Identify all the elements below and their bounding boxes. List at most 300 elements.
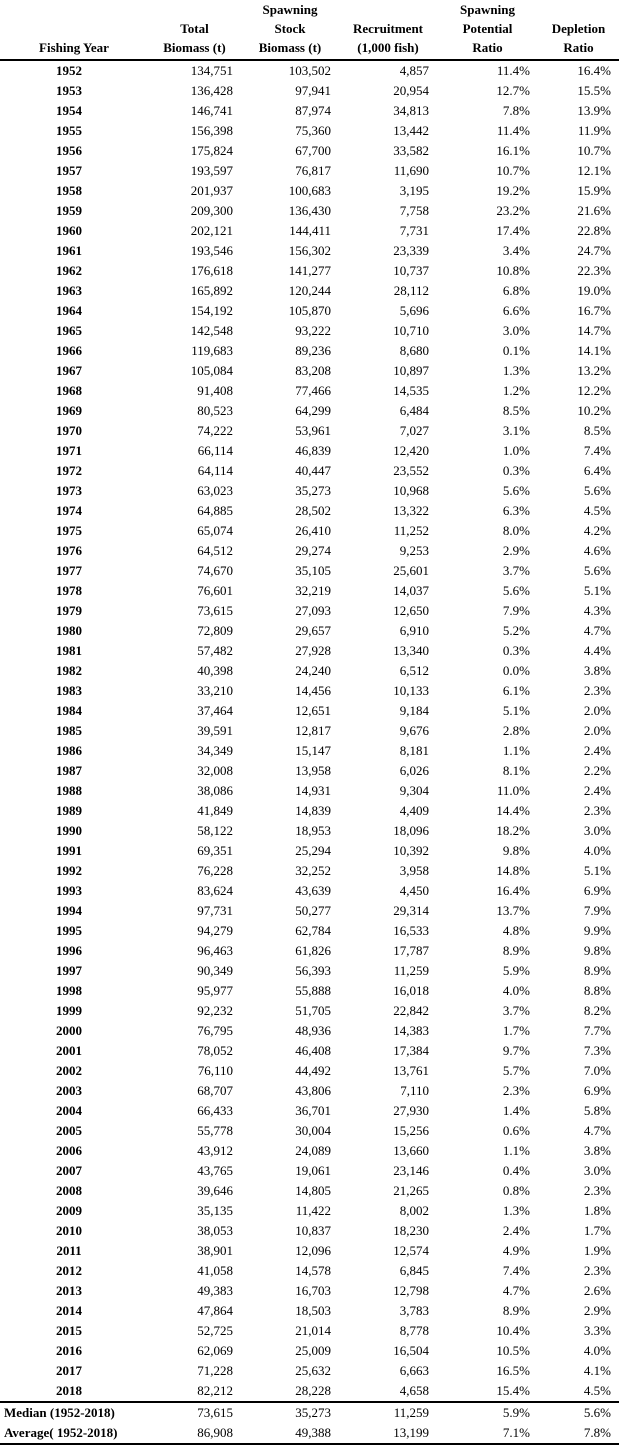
cell-spawning-potential-ratio: 15.4% (496, 1383, 530, 1398)
cell-spawning-stock-biomass: 76,817 (295, 163, 331, 178)
cell-total-biomass: 58,122 (197, 823, 233, 838)
cell-spawning-stock-biomass: 136,430 (288, 203, 331, 218)
cell-spawning-stock-biomass: 13,958 (295, 763, 331, 778)
cell-total-biomass: 41,849 (197, 803, 233, 818)
table-row (0, 221, 619, 241)
cell-spawning-stock-biomass: 46,408 (295, 1043, 331, 1058)
cell-recruitment: 4,450 (399, 883, 429, 898)
cell-spawning-potential-ratio: 0.6% (502, 1123, 530, 1138)
cell-total-biomass: 202,121 (190, 223, 233, 238)
cell-recruitment: 20,954 (393, 83, 429, 98)
table-row (0, 1061, 619, 1081)
cell-recruitment: 17,384 (393, 1043, 429, 1058)
cell-depletion-ratio: 2.4% (583, 783, 611, 798)
cell-spawning-potential-ratio: 8.1% (502, 763, 530, 778)
cell-spawning-stock-biomass: 27,928 (295, 643, 331, 658)
cell-depletion-ratio: 4.5% (583, 1383, 611, 1398)
cell-recruitment: 23,552 (393, 463, 429, 478)
table-row (0, 501, 619, 521)
cell-spawning-stock-biomass: 141,277 (288, 263, 331, 278)
cell-fishing-year: 2018 (56, 1383, 82, 1398)
cell-depletion-ratio: 5.1% (583, 863, 611, 878)
cell-spawning-stock-biomass: 43,806 (295, 1083, 331, 1098)
cell-total-biomass: 40,398 (197, 663, 233, 678)
cell-fishing-year: 1988 (56, 783, 82, 798)
cell-total-biomass: 68,707 (197, 1083, 233, 1098)
cell-spawning-potential-ratio: 0.4% (502, 1163, 530, 1178)
table-row (0, 341, 619, 361)
cell-total-biomass: 78,052 (197, 1043, 233, 1058)
cell-fishing-year: 1976 (56, 543, 82, 558)
table-row (0, 981, 619, 1001)
cell-fishing-year: 2010 (56, 1223, 82, 1238)
cell-recruitment: 13,322 (393, 503, 429, 518)
cell-recruitment: 8,181 (399, 743, 429, 758)
header-spawning-potential-ratio: Spawning Potential Ratio (437, 0, 538, 60)
cell-spawning-potential-ratio: 10.5% (496, 1343, 530, 1358)
cell-fishing-year: 1998 (56, 983, 82, 998)
cell-spawning-stock-biomass: 67,700 (295, 143, 331, 158)
table-row (0, 421, 619, 441)
cell-spawning-potential-ratio: 3.1% (502, 423, 530, 438)
cell-fishing-year: 1982 (56, 663, 82, 678)
table-row (0, 1361, 619, 1381)
cell-total-biomass: 95,977 (197, 983, 233, 998)
cell-fishing-year: 2013 (56, 1283, 82, 1298)
cell-depletion-ratio: 4.2% (583, 523, 611, 538)
cell-depletion-ratio: 3.8% (583, 1143, 611, 1158)
cell-recruitment: 3,958 (399, 863, 429, 878)
cell-total-biomass: 69,351 (197, 843, 233, 858)
cell-depletion-ratio: 4.6% (583, 543, 611, 558)
cell-fishing-year: 2015 (56, 1323, 82, 1338)
cell-spawning-stock-biomass: 32,219 (295, 583, 331, 598)
cell-recruitment: 12,650 (393, 603, 429, 618)
cell-depletion-ratio: 6.9% (583, 1083, 611, 1098)
cell-fishing-year: 1971 (56, 443, 82, 458)
cell-depletion-ratio: 2.6% (583, 1283, 611, 1298)
table-row (0, 801, 619, 821)
cell-depletion-ratio: 11.9% (577, 123, 611, 138)
table-row (0, 861, 619, 881)
cell-recruitment: 10,968 (393, 483, 429, 498)
cell-recruitment: 11,252 (393, 523, 429, 538)
cell-depletion-ratio: 14.1% (577, 343, 611, 358)
cell-fishing-year: 1962 (56, 263, 82, 278)
cell-spawning-stock-biomass: 12,096 (295, 1243, 331, 1258)
cell-spawning-stock-biomass: 40,447 (295, 463, 331, 478)
cell-spawning-stock-biomass: 75,360 (295, 123, 331, 138)
cell-fishing-year: 2006 (56, 1143, 82, 1158)
header-total-biomass: Total Biomass (t) (148, 0, 241, 60)
cell-total-biomass: 43,765 (197, 1163, 233, 1178)
cell-total-biomass: 72,809 (197, 623, 233, 638)
table-row (0, 761, 619, 781)
cell-depletion-ratio: 4.7% (583, 623, 611, 638)
cell-depletion-ratio: 5.8% (583, 1103, 611, 1118)
cell-spawning-stock-biomass: 62,784 (295, 923, 331, 938)
cell-depletion-ratio: 4.7% (583, 1123, 611, 1138)
cell-fishing-year: 1956 (56, 143, 82, 158)
cell-spawning-potential-ratio: 1.3% (502, 1203, 530, 1218)
cell-recruitment: 7,731 (399, 223, 429, 238)
cell-fishing-year: Average( 1952-2018) (0, 1423, 148, 1444)
cell-total-biomass: 39,646 (197, 1183, 233, 1198)
cell-spawning-potential-ratio: 1.4% (502, 1103, 530, 1118)
cell-recruitment: 21,265 (393, 1183, 429, 1198)
cell-total-biomass: 165,892 (190, 283, 233, 298)
cell-depletion-ratio: 1.7% (583, 1223, 611, 1238)
cell-depletion-ratio: 12.2% (577, 383, 611, 398)
cell-recruitment: 13,660 (393, 1143, 429, 1158)
table-row (0, 441, 619, 461)
cell-spawning-stock-biomass: 144,411 (289, 223, 331, 238)
cell-total-biomass: 64,114 (197, 463, 233, 478)
cell-depletion-ratio: 1.8% (583, 1203, 611, 1218)
cell-spawning-stock-biomass: 14,456 (295, 683, 331, 698)
table-row (0, 461, 619, 481)
cell-spawning-stock-biomass: 83,208 (295, 363, 331, 378)
cell-recruitment: 10,710 (393, 323, 429, 338)
cell-spawning-potential-ratio: 1.2% (502, 383, 530, 398)
cell-spawning-stock-biomass: 25,294 (295, 843, 331, 858)
cell-recruitment: 22,842 (393, 1003, 429, 1018)
cell-fishing-year: 1978 (56, 583, 82, 598)
cell-fishing-year: 1993 (56, 883, 82, 898)
cell-total-biomass: 71,228 (197, 1363, 233, 1378)
cell-spawning-potential-ratio: 7.1% (437, 1423, 538, 1444)
table-row (0, 161, 619, 181)
cell-spawning-potential-ratio: 8.9% (502, 943, 530, 958)
cell-recruitment: 12,798 (393, 1283, 429, 1298)
table-row (0, 1381, 619, 1402)
cell-spawning-potential-ratio: 10.7% (496, 163, 530, 178)
cell-recruitment: 13,199 (339, 1423, 437, 1444)
cell-total-biomass: 76,795 (197, 1023, 233, 1038)
cell-total-biomass: 154,192 (190, 303, 233, 318)
cell-spawning-potential-ratio: 13.7% (496, 903, 530, 918)
cell-total-biomass: 65,074 (197, 523, 233, 538)
cell-spawning-stock-biomass: 55,888 (295, 983, 331, 998)
table-row (0, 321, 619, 341)
cell-fishing-year: 1958 (56, 183, 82, 198)
cell-depletion-ratio: 7.3% (583, 1043, 611, 1058)
cell-depletion-ratio: 6.9% (583, 883, 611, 898)
cell-spawning-potential-ratio: 23.2% (496, 203, 530, 218)
table-row (0, 1321, 619, 1341)
cell-spawning-stock-biomass: 35,273 (241, 1402, 339, 1423)
cell-total-biomass: 66,433 (197, 1103, 233, 1118)
cell-depletion-ratio: 3.0% (583, 1163, 611, 1178)
table-row (0, 1241, 619, 1261)
cell-spawning-stock-biomass: 21,014 (295, 1323, 331, 1338)
cell-recruitment: 6,910 (399, 623, 429, 638)
table-row (0, 1121, 619, 1141)
cell-fishing-year: 1957 (56, 163, 82, 178)
cell-fishing-year: 2004 (56, 1103, 82, 1118)
cell-spawning-potential-ratio: 12.7% (496, 83, 530, 98)
cell-fishing-year: 1994 (56, 903, 82, 918)
cell-fishing-year: 1966 (56, 343, 82, 358)
cell-spawning-potential-ratio: 4.7% (502, 1283, 530, 1298)
cell-depletion-ratio: 10.2% (577, 403, 611, 418)
cell-recruitment: 14,383 (393, 1023, 429, 1038)
cell-depletion-ratio: 19.0% (577, 283, 611, 298)
table-row (0, 1221, 619, 1241)
cell-total-biomass: 38,053 (197, 1223, 233, 1238)
cell-spawning-stock-biomass: 44,492 (295, 1063, 331, 1078)
cell-total-biomass: 73,615 (148, 1402, 241, 1423)
cell-spawning-stock-biomass: 93,222 (295, 323, 331, 338)
cell-spawning-potential-ratio: 4.9% (502, 1243, 530, 1258)
cell-fishing-year: 2009 (56, 1203, 82, 1218)
table-row (0, 721, 619, 741)
cell-recruitment: 11,690 (393, 163, 429, 178)
cell-depletion-ratio: 9.8% (583, 943, 611, 958)
cell-spawning-potential-ratio: 19.2% (496, 183, 530, 198)
cell-depletion-ratio: 1.9% (583, 1243, 611, 1258)
cell-recruitment: 7,110 (400, 1083, 429, 1098)
table-row (0, 1041, 619, 1061)
cell-fishing-year: 1968 (56, 383, 82, 398)
table-row (0, 561, 619, 581)
cell-recruitment: 14,535 (393, 383, 429, 398)
cell-total-biomass: 176,618 (190, 263, 233, 278)
table-row (0, 821, 619, 841)
cell-depletion-ratio: 5.6% (583, 483, 611, 498)
table-row (0, 741, 619, 761)
cell-depletion-ratio: 22.3% (577, 263, 611, 278)
cell-fishing-year: 1952 (56, 63, 82, 78)
cell-depletion-ratio: 3.3% (583, 1323, 611, 1338)
cell-spawning-stock-biomass: 53,961 (295, 423, 331, 438)
cell-recruitment: 28,112 (393, 283, 429, 298)
cell-depletion-ratio: 5.6% (538, 1402, 619, 1423)
cell-spawning-potential-ratio: 5.6% (502, 483, 530, 498)
cell-fishing-year: 1984 (56, 703, 82, 718)
cell-total-biomass: 34,349 (197, 743, 233, 758)
cell-recruitment: 11,259 (339, 1402, 437, 1423)
cell-spawning-stock-biomass: 56,393 (295, 963, 331, 978)
cell-fishing-year: 1954 (56, 103, 82, 118)
cell-recruitment: 9,676 (399, 723, 429, 738)
cell-spawning-stock-biomass: 49,388 (241, 1423, 339, 1444)
table-row (0, 541, 619, 561)
cell-depletion-ratio: 21.6% (577, 203, 611, 218)
cell-recruitment: 12,420 (393, 443, 429, 458)
cell-depletion-ratio: 4.0% (583, 1343, 611, 1358)
cell-fishing-year: 1991 (56, 843, 82, 858)
cell-spawning-potential-ratio: 5.6% (502, 583, 530, 598)
cell-depletion-ratio: 3.8% (583, 663, 611, 678)
cell-recruitment: 15,256 (393, 1123, 429, 1138)
cell-spawning-potential-ratio: 10.8% (496, 263, 530, 278)
cell-recruitment: 9,184 (399, 703, 429, 718)
cell-total-biomass: 73,615 (197, 603, 233, 618)
cell-spawning-stock-biomass: 46,839 (295, 443, 331, 458)
cell-spawning-stock-biomass: 14,805 (295, 1183, 331, 1198)
cell-fishing-year: 2005 (56, 1123, 82, 1138)
table-row (0, 1261, 619, 1281)
header-spawning-stock-biomass: Spawning Stock Biomass (t) (241, 0, 339, 60)
cell-total-biomass: 83,624 (197, 883, 233, 898)
cell-recruitment: 8,778 (399, 1323, 429, 1338)
cell-recruitment: 25,601 (393, 563, 429, 578)
cell-spawning-stock-biomass: 27,093 (295, 603, 331, 618)
cell-spawning-stock-biomass: 24,089 (295, 1143, 331, 1158)
table-row (0, 781, 619, 801)
cell-recruitment: 16,018 (393, 983, 429, 998)
cell-spawning-potential-ratio: 7.9% (502, 603, 530, 618)
cell-spawning-stock-biomass: 51,705 (295, 1003, 331, 1018)
cell-recruitment: 4,857 (399, 63, 429, 78)
table-row (0, 60, 619, 81)
table-row (0, 241, 619, 261)
table-row (0, 621, 619, 641)
cell-total-biomass: 74,670 (197, 563, 233, 578)
cell-recruitment: 6,512 (399, 663, 429, 678)
cell-spawning-potential-ratio: 3.7% (502, 563, 530, 578)
cell-depletion-ratio: 14.7% (577, 323, 611, 338)
table-row (0, 601, 619, 621)
cell-total-biomass: 91,408 (197, 383, 233, 398)
cell-spawning-potential-ratio: 3.0% (502, 323, 530, 338)
cell-spawning-potential-ratio: 3.7% (502, 1003, 530, 1018)
cell-depletion-ratio: 2.3% (583, 803, 611, 818)
cell-spawning-stock-biomass: 26,410 (295, 523, 331, 538)
table-row (0, 841, 619, 861)
cell-total-biomass: 175,824 (190, 143, 233, 158)
cell-fishing-year: 1997 (56, 963, 82, 978)
cell-spawning-stock-biomass: 61,826 (295, 943, 331, 958)
cell-spawning-stock-biomass: 32,252 (295, 863, 331, 878)
cell-total-biomass: 80,523 (197, 403, 233, 418)
cell-fishing-year: 1999 (56, 1003, 82, 1018)
cell-total-biomass: 90,349 (197, 963, 233, 978)
table-row (0, 1001, 619, 1021)
table-row (0, 401, 619, 421)
table-row (0, 661, 619, 681)
table-row (0, 641, 619, 661)
cell-recruitment: 6,845 (399, 1263, 429, 1278)
cell-fishing-year: 2007 (56, 1163, 82, 1178)
cell-spawning-potential-ratio: 11.4% (496, 123, 530, 138)
cell-fishing-year: 2001 (56, 1043, 82, 1058)
cell-total-biomass: 39,591 (197, 723, 233, 738)
cell-spawning-stock-biomass: 48,936 (295, 1023, 331, 1038)
cell-fishing-year: 1953 (56, 83, 82, 98)
cell-recruitment: 10,737 (393, 263, 429, 278)
cell-depletion-ratio: 8.2% (583, 1003, 611, 1018)
cell-depletion-ratio: 2.0% (583, 723, 611, 738)
cell-recruitment: 29,314 (393, 903, 429, 918)
cell-fishing-year: 1972 (56, 463, 82, 478)
cell-recruitment: 9,253 (399, 543, 429, 558)
cell-total-biomass: 33,210 (197, 683, 233, 698)
cell-fishing-year: 1969 (56, 403, 82, 418)
cell-recruitment: 10,392 (393, 843, 429, 858)
cell-fishing-year: 1965 (56, 323, 82, 338)
cell-total-biomass: 35,135 (197, 1203, 233, 1218)
header-fishing-year: Fishing Year (0, 0, 148, 60)
cell-total-biomass: 142,548 (190, 323, 233, 338)
cell-depletion-ratio: 13.2% (577, 363, 611, 378)
cell-fishing-year: 1974 (56, 503, 82, 518)
cell-spawning-stock-biomass: 19,061 (295, 1163, 331, 1178)
cell-fishing-year: 1985 (56, 723, 82, 738)
cell-spawning-potential-ratio: 0.0% (502, 663, 530, 678)
cell-fishing-year: 1992 (56, 863, 82, 878)
cell-spawning-potential-ratio: 18.2% (496, 823, 530, 838)
cell-recruitment: 8,680 (399, 343, 429, 358)
cell-spawning-stock-biomass: 120,244 (288, 283, 331, 298)
cell-spawning-potential-ratio: 8.9% (502, 1303, 530, 1318)
cell-spawning-potential-ratio: 2.8% (502, 723, 530, 738)
cell-spawning-stock-biomass: 18,953 (295, 823, 331, 838)
cell-total-biomass: 193,597 (190, 163, 233, 178)
cell-total-biomass: 62,069 (197, 1343, 233, 1358)
cell-fishing-year: 1967 (56, 363, 82, 378)
cell-total-biomass: 64,885 (197, 503, 233, 518)
cell-fishing-year: Median (1952-2018) (0, 1402, 148, 1423)
cell-total-biomass: 156,398 (190, 123, 233, 138)
cell-spawning-stock-biomass: 97,941 (295, 83, 331, 98)
table-row (0, 481, 619, 501)
cell-total-biomass: 32,008 (197, 763, 233, 778)
cell-depletion-ratio: 2.4% (583, 743, 611, 758)
cell-spawning-potential-ratio: 8.5% (502, 403, 530, 418)
cell-spawning-potential-ratio: 0.3% (502, 463, 530, 478)
table-row (0, 581, 619, 601)
cell-total-biomass: 57,482 (197, 643, 233, 658)
cell-spawning-potential-ratio: 2.3% (502, 1083, 530, 1098)
cell-fishing-year: 1990 (56, 823, 82, 838)
cell-recruitment: 13,340 (393, 643, 429, 658)
cell-total-biomass: 105,084 (190, 363, 233, 378)
cell-recruitment: 3,195 (399, 183, 429, 198)
table-row (0, 141, 619, 161)
cell-recruitment: 12,574 (393, 1243, 429, 1258)
cell-recruitment: 4,409 (399, 803, 429, 818)
cell-fishing-year: 2017 (56, 1363, 82, 1378)
cell-depletion-ratio: 2.3% (583, 683, 611, 698)
cell-fishing-year: 2011 (56, 1243, 82, 1258)
cell-spawning-stock-biomass: 30,004 (295, 1123, 331, 1138)
cell-spawning-stock-biomass: 28,502 (295, 503, 331, 518)
cell-depletion-ratio: 2.3% (583, 1183, 611, 1198)
cell-spawning-potential-ratio: 6.6% (502, 303, 530, 318)
table-row (0, 881, 619, 901)
cell-depletion-ratio: 4.5% (583, 503, 611, 518)
cell-fishing-year: 2014 (56, 1303, 82, 1318)
cell-spawning-potential-ratio: 0.3% (502, 643, 530, 658)
cell-spawning-potential-ratio: 5.9% (437, 1402, 538, 1423)
table-row (0, 901, 619, 921)
cell-total-biomass: 134,751 (190, 63, 233, 78)
cell-depletion-ratio: 7.4% (583, 443, 611, 458)
table-row (0, 281, 619, 301)
table-row (0, 201, 619, 221)
cell-depletion-ratio: 4.4% (583, 643, 611, 658)
cell-fishing-year: 1979 (56, 603, 82, 618)
cell-spawning-stock-biomass: 18,503 (295, 1303, 331, 1318)
cell-total-biomass: 119,683 (191, 343, 233, 358)
cell-spawning-stock-biomass: 14,931 (295, 783, 331, 798)
table-body (0, 60, 619, 1402)
cell-total-biomass: 52,725 (197, 1323, 233, 1338)
cell-fishing-year: 1977 (56, 563, 82, 578)
cell-spawning-stock-biomass: 64,299 (295, 403, 331, 418)
